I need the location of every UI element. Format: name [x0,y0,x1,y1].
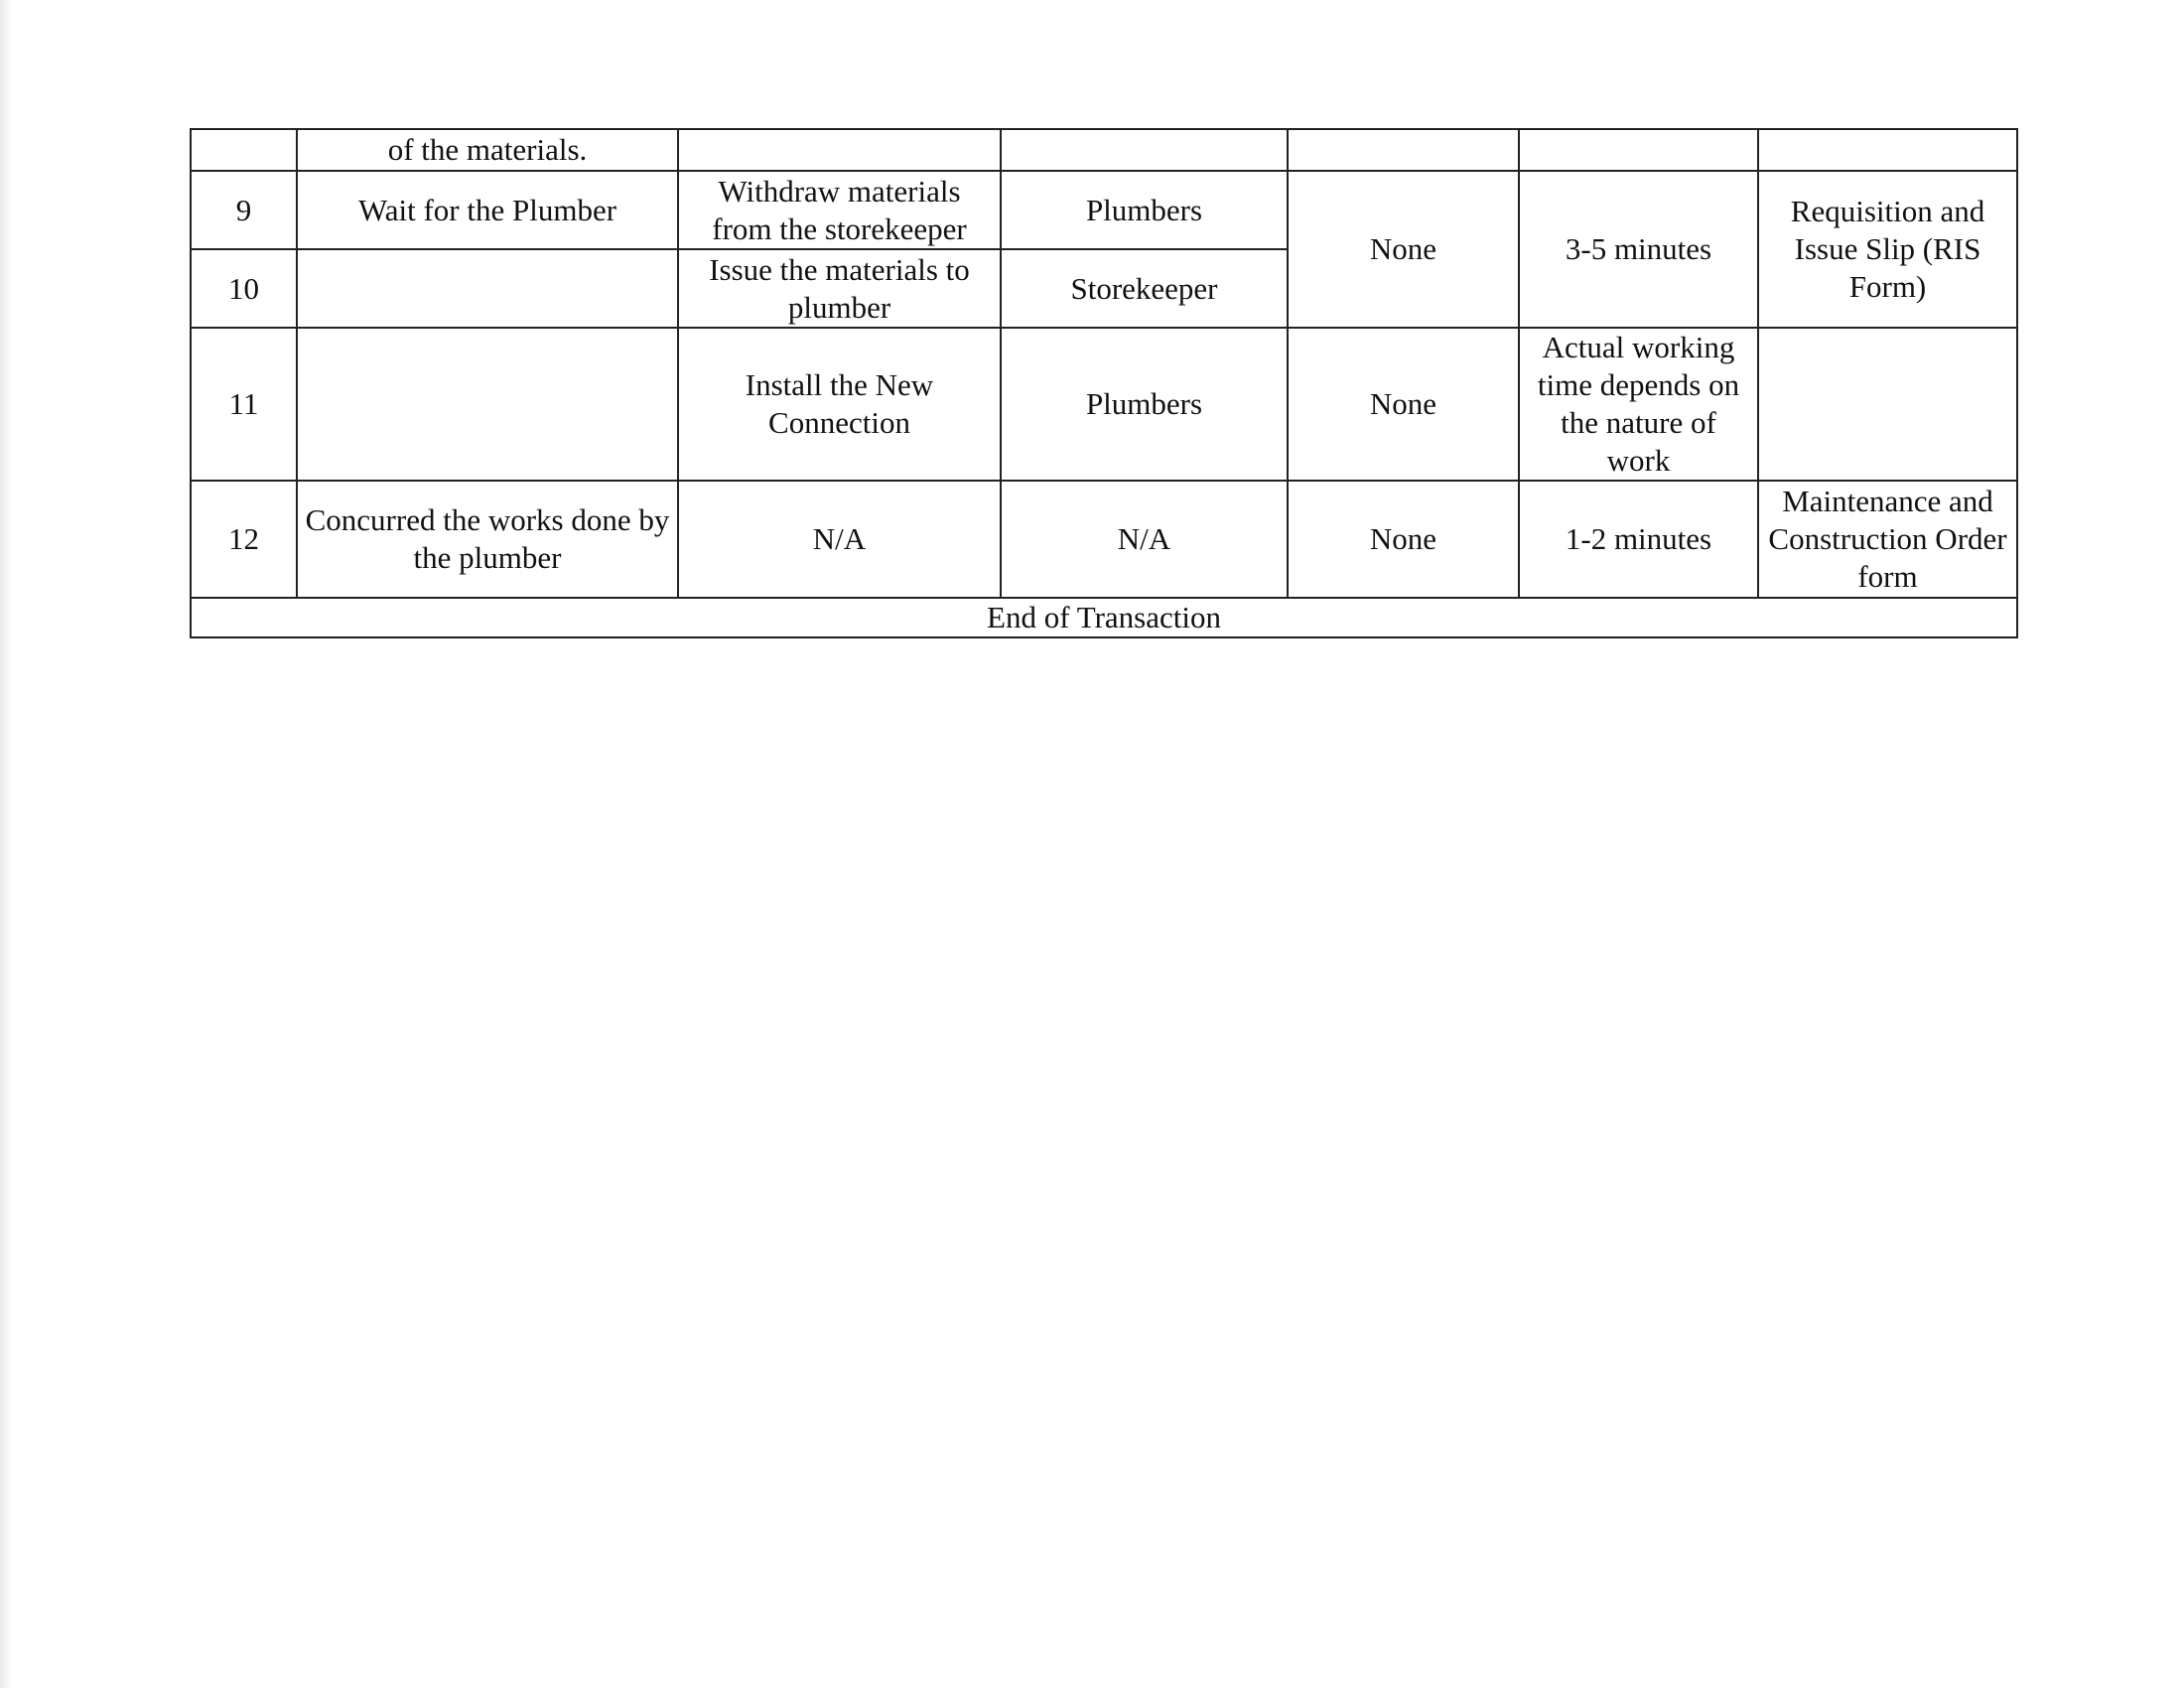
table-row [191,129,2017,171]
agency-action-cell: Install the New Connection [678,328,1001,481]
client-step-cell: of the materials. [297,129,678,171]
agency-action-cell: N/A [678,481,1001,598]
table-footer-row [191,598,2017,637]
fees-cell: None [1288,171,1519,328]
agency-action-cell: Issue the materials to plumber [678,249,1001,328]
person-responsible-cell: N/A [1001,481,1288,598]
agency-action-cell: Withdraw materials from the storekeeper [678,171,1001,249]
processing-time-cell: Actual working time depends on the nature of work [1519,328,1758,481]
step-number-cell [191,129,297,171]
person-responsible-cell: Plumbers [1001,328,1288,481]
step-number-cell: 9 [191,171,297,249]
processing-time-cell: 1-2 minutes [1519,481,1758,598]
client-step-cell: Concurred the works done by the plumber [297,481,678,598]
form-cell: Requisition and Issue Slip (RIS Form) [1758,171,2017,328]
scan-page-edge [0,0,12,1688]
person-responsible-cell: Plumbers [1001,171,1288,249]
table-row [191,171,2017,249]
form-cell [1758,129,2017,171]
processing-time-cell [1519,129,1758,171]
person-responsible-cell [1001,129,1288,171]
step-number-cell: 11 [191,328,297,481]
table-row [191,328,2017,481]
step-number-cell: 12 [191,481,297,598]
end-of-transaction: End of Transaction [191,598,2017,637]
agency-action-cell [678,129,1001,171]
form-cell [1758,328,2017,481]
form-cell: Maintenance and Construction Order form [1758,481,2017,598]
client-step-cell: Wait for the Plumber [297,171,678,249]
process-table [190,128,2018,638]
fees-cell: None [1288,481,1519,598]
client-step-cell [297,328,678,481]
step-number-cell: 10 [191,249,297,328]
processing-time-cell: 3-5 minutes [1519,171,1758,328]
client-step-cell [297,249,678,328]
fees-cell [1288,129,1519,171]
fees-cell: None [1288,328,1519,481]
table-row [191,481,2017,598]
person-responsible-cell: Storekeeper [1001,249,1288,328]
